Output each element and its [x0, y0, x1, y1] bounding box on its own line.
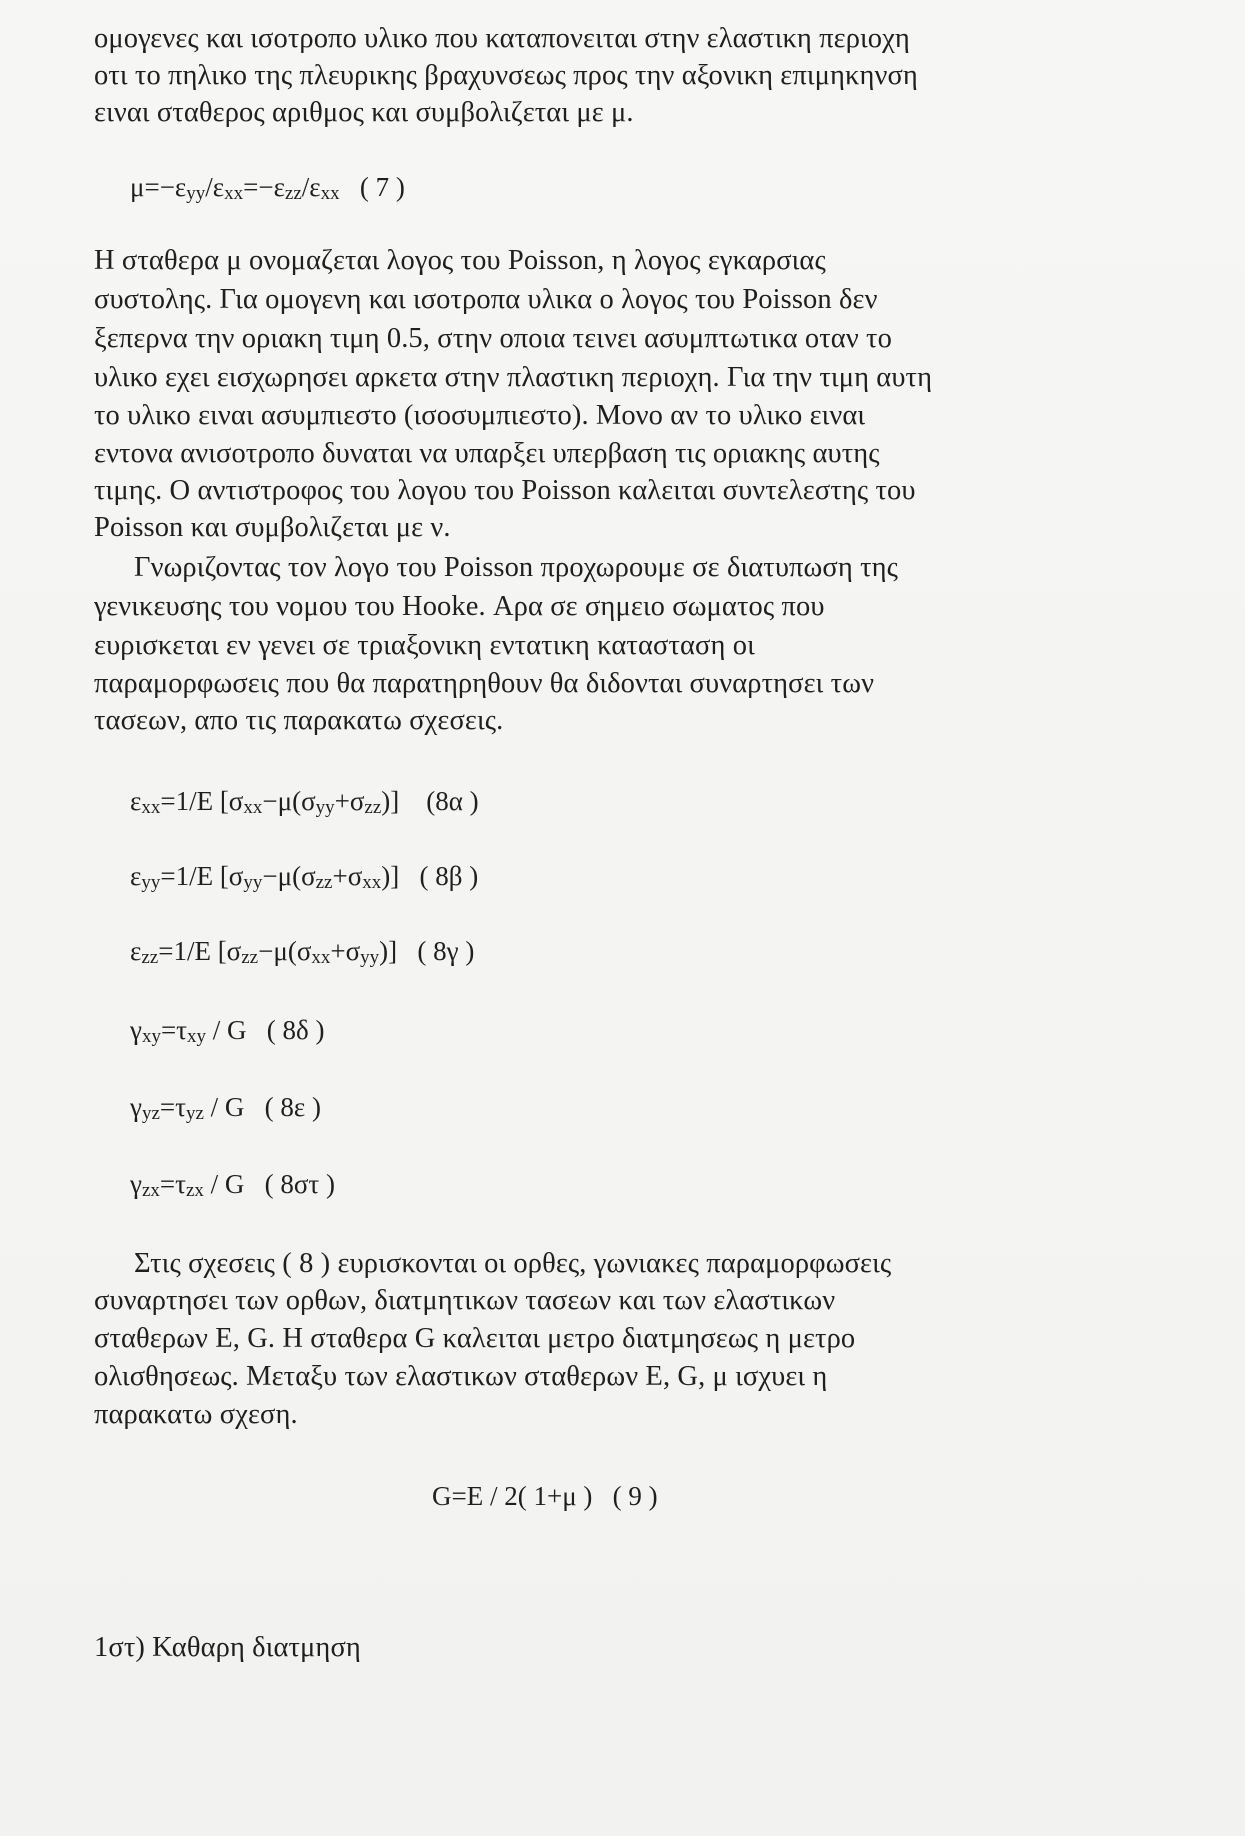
section-heading: 1στ) Καθαρη διατμηση [94, 1632, 361, 1663]
text-line: σταθερων Ε, G. Η σταθερα G καλειται μετρο διατμησεως η μετρο [94, 1323, 856, 1354]
text-line: Η σταθερα μ ονομαζεται λογος του Poisson, η λογος εγκαρσιας [94, 245, 826, 276]
equation-8d: $\gamma_{xy}=\tau_{xy} / G$ ( 8δ ) [130, 1015, 325, 1047]
text-line: το υλικο ειναι ασυμπιεστο (ισοσυμπιεστο). Μονο αν το υλικο ειναι [94, 400, 866, 431]
text-line: οτι το πηλικο της πλευρικης βραχυνσεως προς την αξονικη επιμηκηνση [94, 60, 918, 91]
text-line: ομογενες και ισοτροπο υλικο που καταπονειται στην ελαστικη περιοχη [94, 23, 910, 54]
text-line: Γνωριζοντας τον λογο του Poisson προχωρουμε σε διατυπωση της [134, 552, 899, 583]
text-line: Στις σχεσεις ( 8 ) ευρισκονται οι ορθες, γωνιακες παραμορφωσεις [134, 1248, 892, 1279]
text-line: εντονα ανισοτροπο δυναται να υπαρξει υπερβαση τις οριακης αυτης [94, 438, 880, 469]
equation-8a: $\varepsilon_{xx}=1/E$ $[\sigma_{xx}-\mu(\sigma_{yy}+\sigma_{zz})]$ (8α ) [130, 786, 479, 818]
text-line: ευρισκεται εν γενει σε τριαξονικη εντατικη κατασταση οι [94, 630, 755, 661]
text-line: Poisson και συμβολιζεται με ν. [94, 512, 451, 543]
text-line: συναρτησει των ορθων, διατμητικων τασεων και των ελαστικων [94, 1285, 836, 1316]
text-line: παρακατω σχεση. [94, 1399, 298, 1430]
text-line: υλικο εχει εισχωρησει αρκετα στην πλαστικη περιοχη. Για την τιμη αυτη [94, 362, 933, 393]
text-line: γενικευσης του νομου του Hooke. Αρα σε σημειο σωματος που [94, 591, 825, 622]
equation-9: G=E / 2( 1+μ ) ( 9 ) [432, 1481, 658, 1511]
text-line: τιμης. Ο αντιστροφος του λογου του Poisson καλειται συντελεστης του [94, 475, 916, 506]
text-line: συστολης. Για ομογενη και ισοτροπα υλικα ο λογος του Poisson δεν [94, 284, 878, 315]
text-line: ολισθησεως. Μεταξυ των ελαστικων σταθερων Ε, G, μ ισχυει η [94, 1361, 828, 1392]
text-line: παραμορφωσεις που θα παρατηρηθουν θα διδονται συναρτησει των [94, 668, 875, 699]
equation-7: $\mu=-\varepsilon_{yy}/\varepsilon_{xx}=-\varepsilon_{zz}/\varepsilon_{xx}$ ( 7 ) [130, 172, 405, 204]
equation-8b: $\varepsilon_{yy}=1/E$ $[\sigma_{yy}-\mu(\sigma_{zz}+\sigma_{xx})]$ ( 8β ) [130, 861, 479, 893]
equation-8e: $\gamma_{yz}=\tau_{yz} / G$ ( 8ε ) [130, 1092, 321, 1124]
text-line: τασεων, απο τις παρακατω σχεσεις. [94, 705, 504, 736]
equation-8f: $\gamma_{zx}=\tau_{zx} / G$ ( 8στ ) [130, 1169, 336, 1201]
text-line: ξεπερνα την οριακη τιμη 0.5, στην οποια τεινει ασυμπτωτικα οταν το [94, 323, 892, 354]
equation-8c: $\varepsilon_{zz}=1/E$ $[\sigma_{zz}-\mu(\sigma_{xx}+\sigma_{yy})]$ ( 8γ ) [130, 936, 475, 968]
text-line: ειναι σταθερος αριθμος και συμβολιζεται με μ. [94, 97, 634, 128]
